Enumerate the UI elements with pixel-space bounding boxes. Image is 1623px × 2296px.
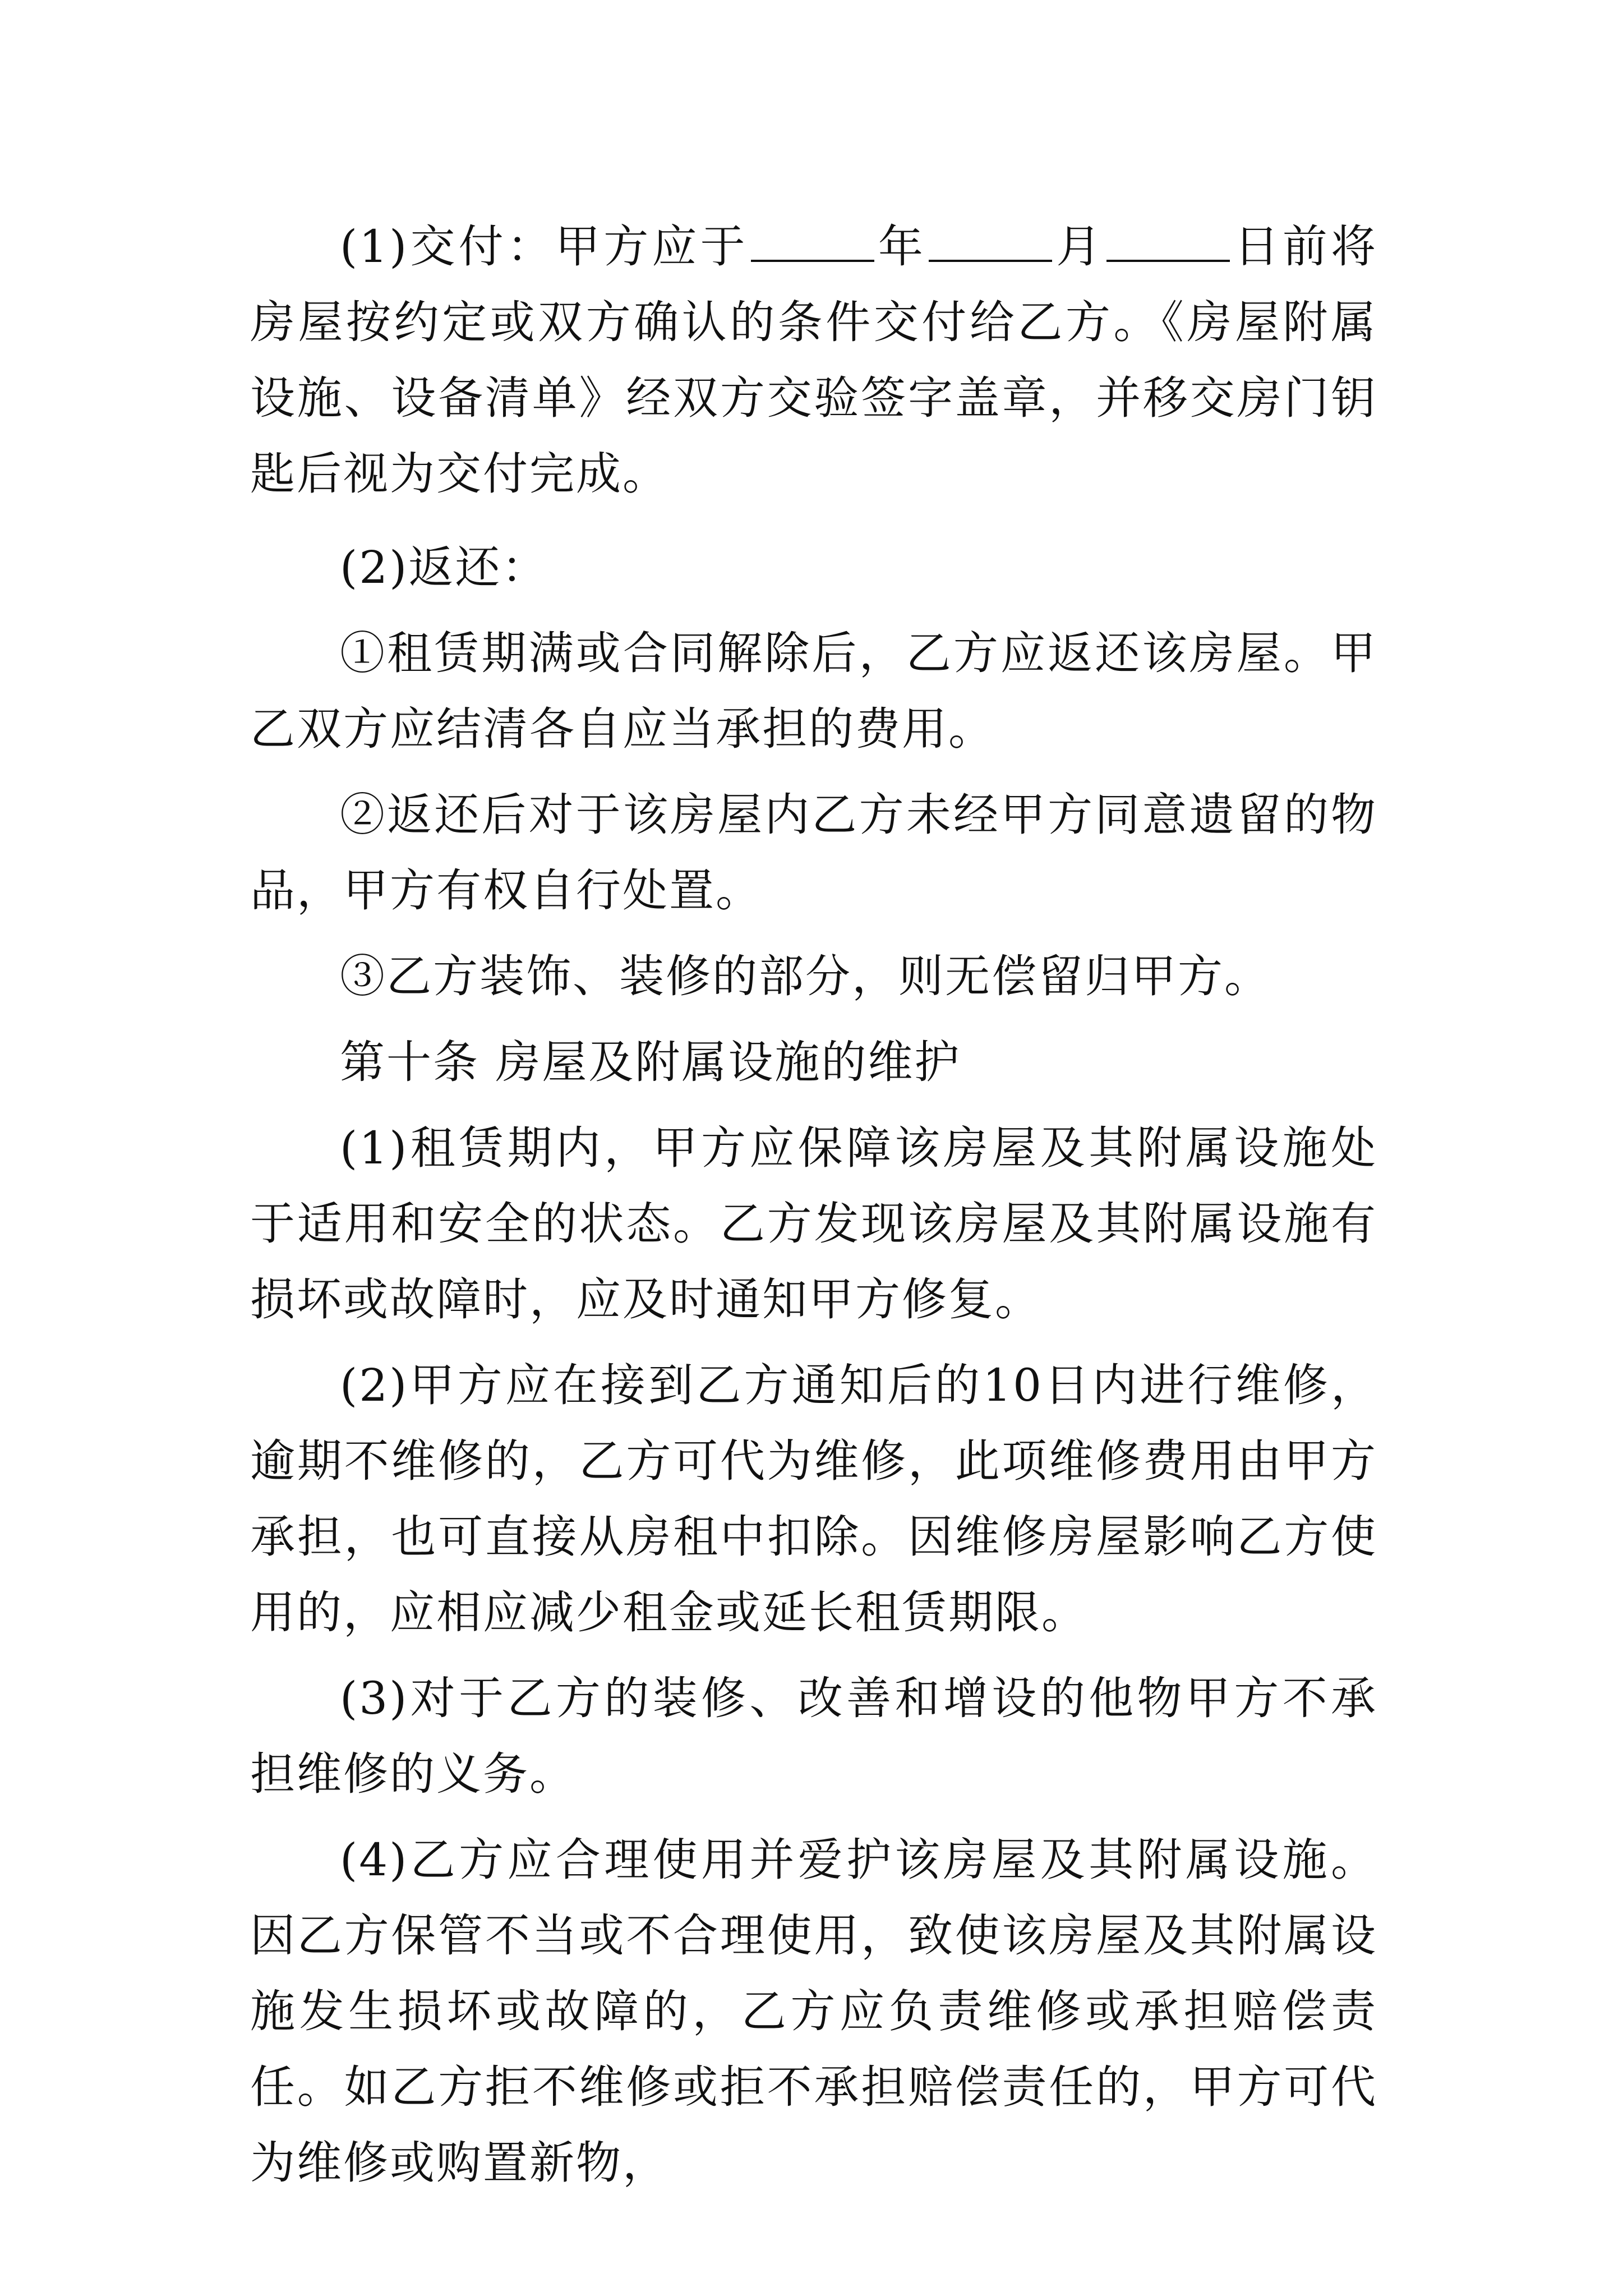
year-label: 年 [876,220,927,273]
article-10-item-3: (3)对于乙方的装修、改善和增设的他物甲方不承担维修的义务。 [250,1672,1377,1800]
article-10-title: 第十条 房屋及附属设施的维护 [340,1036,961,1088]
month-blank [929,225,1052,262]
return-item-3: ③乙方装饰、装修的部分，则无偿留归甲方。 [340,950,1271,1002]
delivery-intro: (1)交付：甲方应于 [340,220,749,273]
return-title: (2)返还： [340,541,548,593]
return-item-1: ①租赁期满或合同解除后，乙方应返还该房屋。甲乙双方应结清各自应当承担的费用。 [250,627,1377,755]
article-10-item-1: (1)租赁期内，甲方应保障该房屋及其附属设施处于适用和安全的状态。乙方发现该房屋及其附属设施有损坏或故障时，应及时通知甲方修复。 [250,1122,1377,1326]
article-10-item-2: (2)甲方应在接到乙方通知后的10日内进行维修，逾期不维修的，乙方可代为维修，此项维修费用由甲方承担，也可直接从房租中扣除。因维修房屋影响乙方使用的，应相应减少租金或延长租赁期限。 [250,1359,1377,1639]
delivery-paragraph [250,209,1377,512]
delivery-rest: 日前将房屋按约定或双方确认的条件交付给乙方。《房屋附属设施、设备清单》经双方交验签字盖章，并移交房门钥匙后视为交付完成。 [250,220,1378,500]
year-blank [751,225,874,262]
article-10-item-4: (4)乙方应合理使用并爱护该房屋及其附属设施。因乙方保管不当或不合理使用，致使该房屋及其附属设施发生损坏或故障的，乙方应负责维修或承担赔偿责任。如乙方拒不维修或拒不承担赔偿责任的，甲方可代为维修或购置新物， [250,1834,1377,2189]
return-item-2: ②返还后对于该房屋内乙方未经甲方同意遗留的物品，甲方有权自行处置。 [250,789,1377,917]
document-page [250,209,1377,2201]
month-label: 月 [1054,220,1105,273]
day-blank [1106,225,1230,262]
